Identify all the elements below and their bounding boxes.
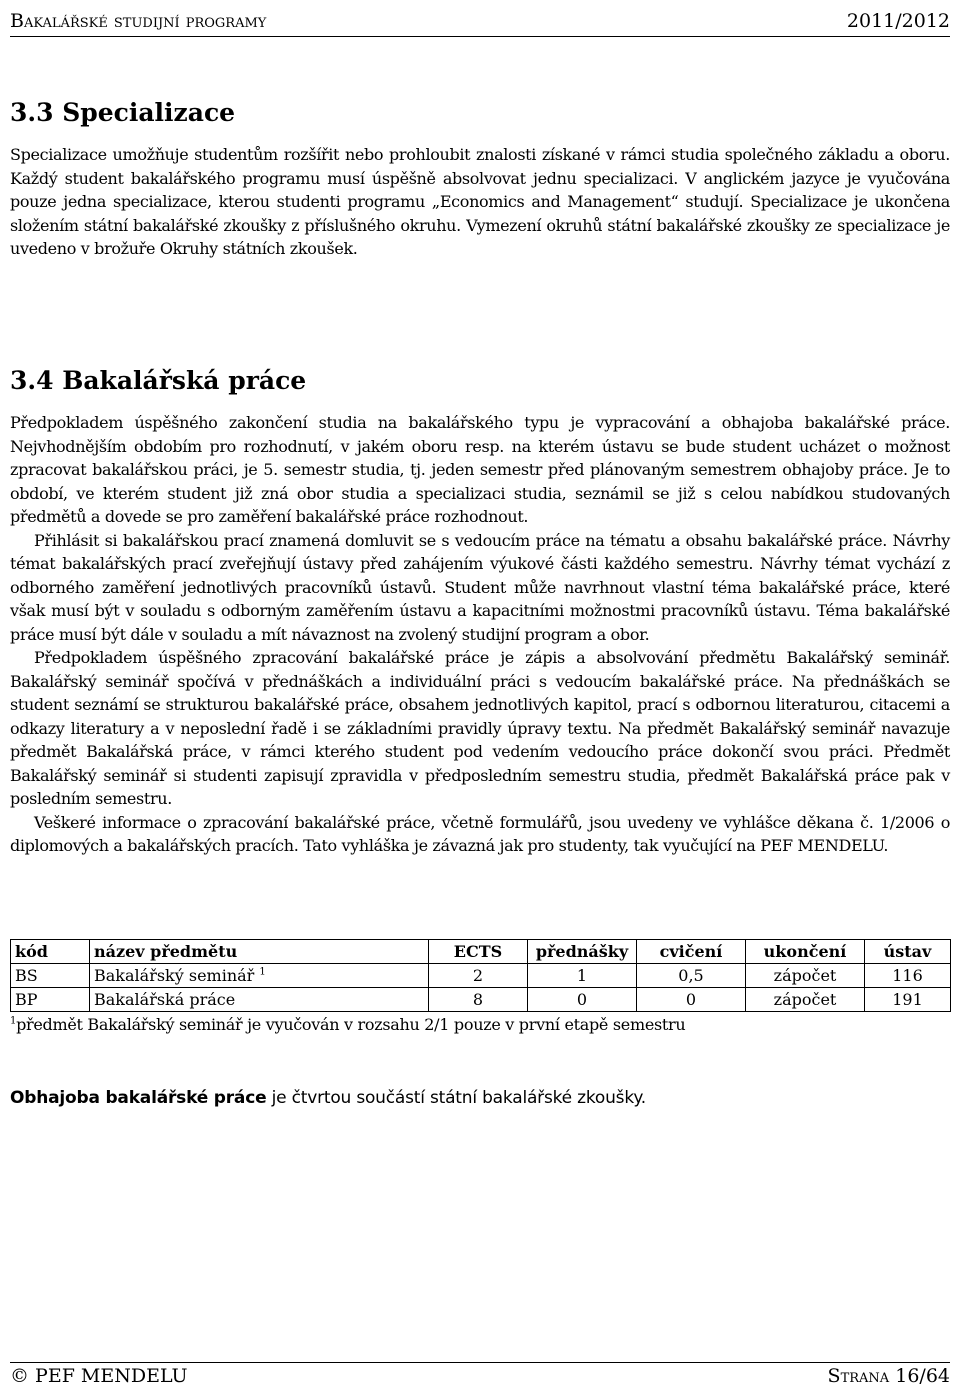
course-table xyxy=(10,939,951,1012)
cell-lectures: 1 xyxy=(528,964,637,988)
cell-institute: 191 xyxy=(865,988,951,1012)
cell-name xyxy=(90,988,429,1012)
cell-completion: zápočet xyxy=(746,964,865,988)
table-footnote xyxy=(10,1015,685,1034)
paragraph-1: Předpokladem úspěšného zakončení studia na bakalářského typu je vypracování a obhajoba bakalářské práce. Nejvhodnějším obdobím pro rozhodnutí, v jakém oboru resp. na kterém ústavu se bude student ucházet o možnost zpracovat bakalářskou práci, je 5. semestr studia, tj. jeden semestr před plánovaným semestrem obhajoby práce. Je to období, ve kterém student již zná obor studia a specializaci studia, seznámil se již s celou nabídkou studovaných předmětů a dovede se pro zaměření bakalářské práce rozhodnout. xyxy=(10,413,950,526)
cell-name-text: Bakalářský seminář xyxy=(94,966,255,985)
section-heading-bakalarska-prace: 3.4 Bakalářská práce xyxy=(10,366,307,395)
cell-name xyxy=(90,964,429,988)
header-code: kód xyxy=(11,940,90,964)
header-completion: ukončení xyxy=(746,940,865,964)
specializace-paragraph: Specializace umožňuje studentům rozšířit nebo prohloubit znalosti získané v rámci studia společného základu a oboru. Každý student bakalářského programu musí úspěšně absolvovat jednu specializaci. V anglickém jazyce je vyučována pouze jedna specializace, kterou studenti programu „Economics and Management“ studují. Specializace je ukončena složením státní bakalářské zkoušky z příslušného okruhu. Vymezení okruhů státní bakalářské zkoušky ze specializace je uvedeno v brožuře Okruhy státních zkoušek. xyxy=(10,145,950,258)
footer-page-number: 16/64 xyxy=(895,1365,950,1387)
cell-institute: 116 xyxy=(865,964,951,988)
header-year: 2011/2012 xyxy=(846,10,950,32)
page-header xyxy=(10,0,950,37)
header-institute: ústav xyxy=(865,940,951,964)
header-title: Bakalářské studijní programy xyxy=(10,10,267,32)
table-row xyxy=(11,988,951,1012)
header-lectures: přednášky xyxy=(528,940,637,964)
table-header-row xyxy=(11,940,951,964)
paragraph-2: Přihlásit si bakalářskou prací znamená domluvit se s vedoucím práce na tématu a obsahu bakalářské práce. Návrhy témat bakalářských prací zveřejňují ústavy před zahájením výukové části každého semestru. Návrhy témat vychází z odborného zaměření jednotlivých pracovníků ústavů. Student může navrhnout vlastní téma bakalářské práce, které však musí být v souladu s odborným zaměřením ústavu a kapacitními možnostmi pracovníků ústavu. Téma bakalářské práce musí být dále v souladu a mít návaznost na zvolený studijní program a obor. xyxy=(10,530,950,644)
defense-bold: Obhajoba bakalářské práce xyxy=(10,1088,267,1108)
footer-page-label: Strana xyxy=(827,1365,890,1387)
footnote-text: předmět Bakalářský seminář je vyučován v rozsahu 2/1 pouze v první etapě semestru xyxy=(16,1015,686,1034)
cell-completion: zápočet xyxy=(746,988,865,1012)
cell-lectures: 0 xyxy=(528,988,637,1012)
cell-code: BS xyxy=(11,964,90,988)
specializace-paragraph-block xyxy=(10,143,950,261)
defense-note xyxy=(10,1088,646,1108)
paragraph-3: Předpokladem úspěšného zpracování bakalářské práce je zápis a absolvování předmětu Bakalářský seminář. Bakalářský seminář spočívá v přednáškách a individuální práci s vedoucím bakalářské práce. Na přednáškách se student seznámí se strukturou bakalářské práce, obsahem jednotlivých kapitol, prací s odbornou literaturou, citacemi a odkazy literatury a v neposlední řadě i se základními pravidly úpravy textu. Na předmět Bakalářský seminář navazuje předmět Bakalářská práce, v rámci kterého student pod vedením vedoucího práce dokončí svou práci. Předmět Bakalářský seminář si studenti zapisují zpravidla v předposledním semestru studia, předmět Bakalářská práce pak v posledním semestru. xyxy=(10,648,950,808)
header-name: název předmětu xyxy=(90,940,429,964)
cell-ects: 2 xyxy=(429,964,528,988)
footnote-number: 1 xyxy=(10,1015,17,1027)
paragraph-4: Veškeré informace o zpracování bakalářské práce, včetně formulářů, jsou uvedeny ve vyhlášce děkana č. 1/2006 o diplomových a bakalářských pracích. Tato vyhláška je závazná jak pro studenty, tak vyučující na PEF MENDELU. xyxy=(10,812,950,855)
footnote-marker: 1 xyxy=(259,966,266,978)
header-ects: ECTS xyxy=(429,940,528,964)
cell-ects: 8 xyxy=(429,988,528,1012)
footer-copyright: © PEF MENDELU xyxy=(10,1365,188,1387)
defense-rest: je čtvrtou součástí státní bakalářské zkoušky. xyxy=(266,1088,647,1108)
footer-page xyxy=(828,1365,950,1387)
header-exercises: cvičení xyxy=(637,940,746,964)
page-footer xyxy=(10,1362,950,1387)
section-heading-specializace: 3.3 Specializace xyxy=(10,98,236,127)
cell-exercises: 0 xyxy=(637,988,746,1012)
cell-code: BP xyxy=(11,988,90,1012)
cell-name-text: Bakalářská práce xyxy=(94,990,236,1009)
bakalarska-prace-paragraph-block xyxy=(10,411,950,858)
table-row xyxy=(11,964,951,988)
cell-exercises: 0,5 xyxy=(637,964,746,988)
